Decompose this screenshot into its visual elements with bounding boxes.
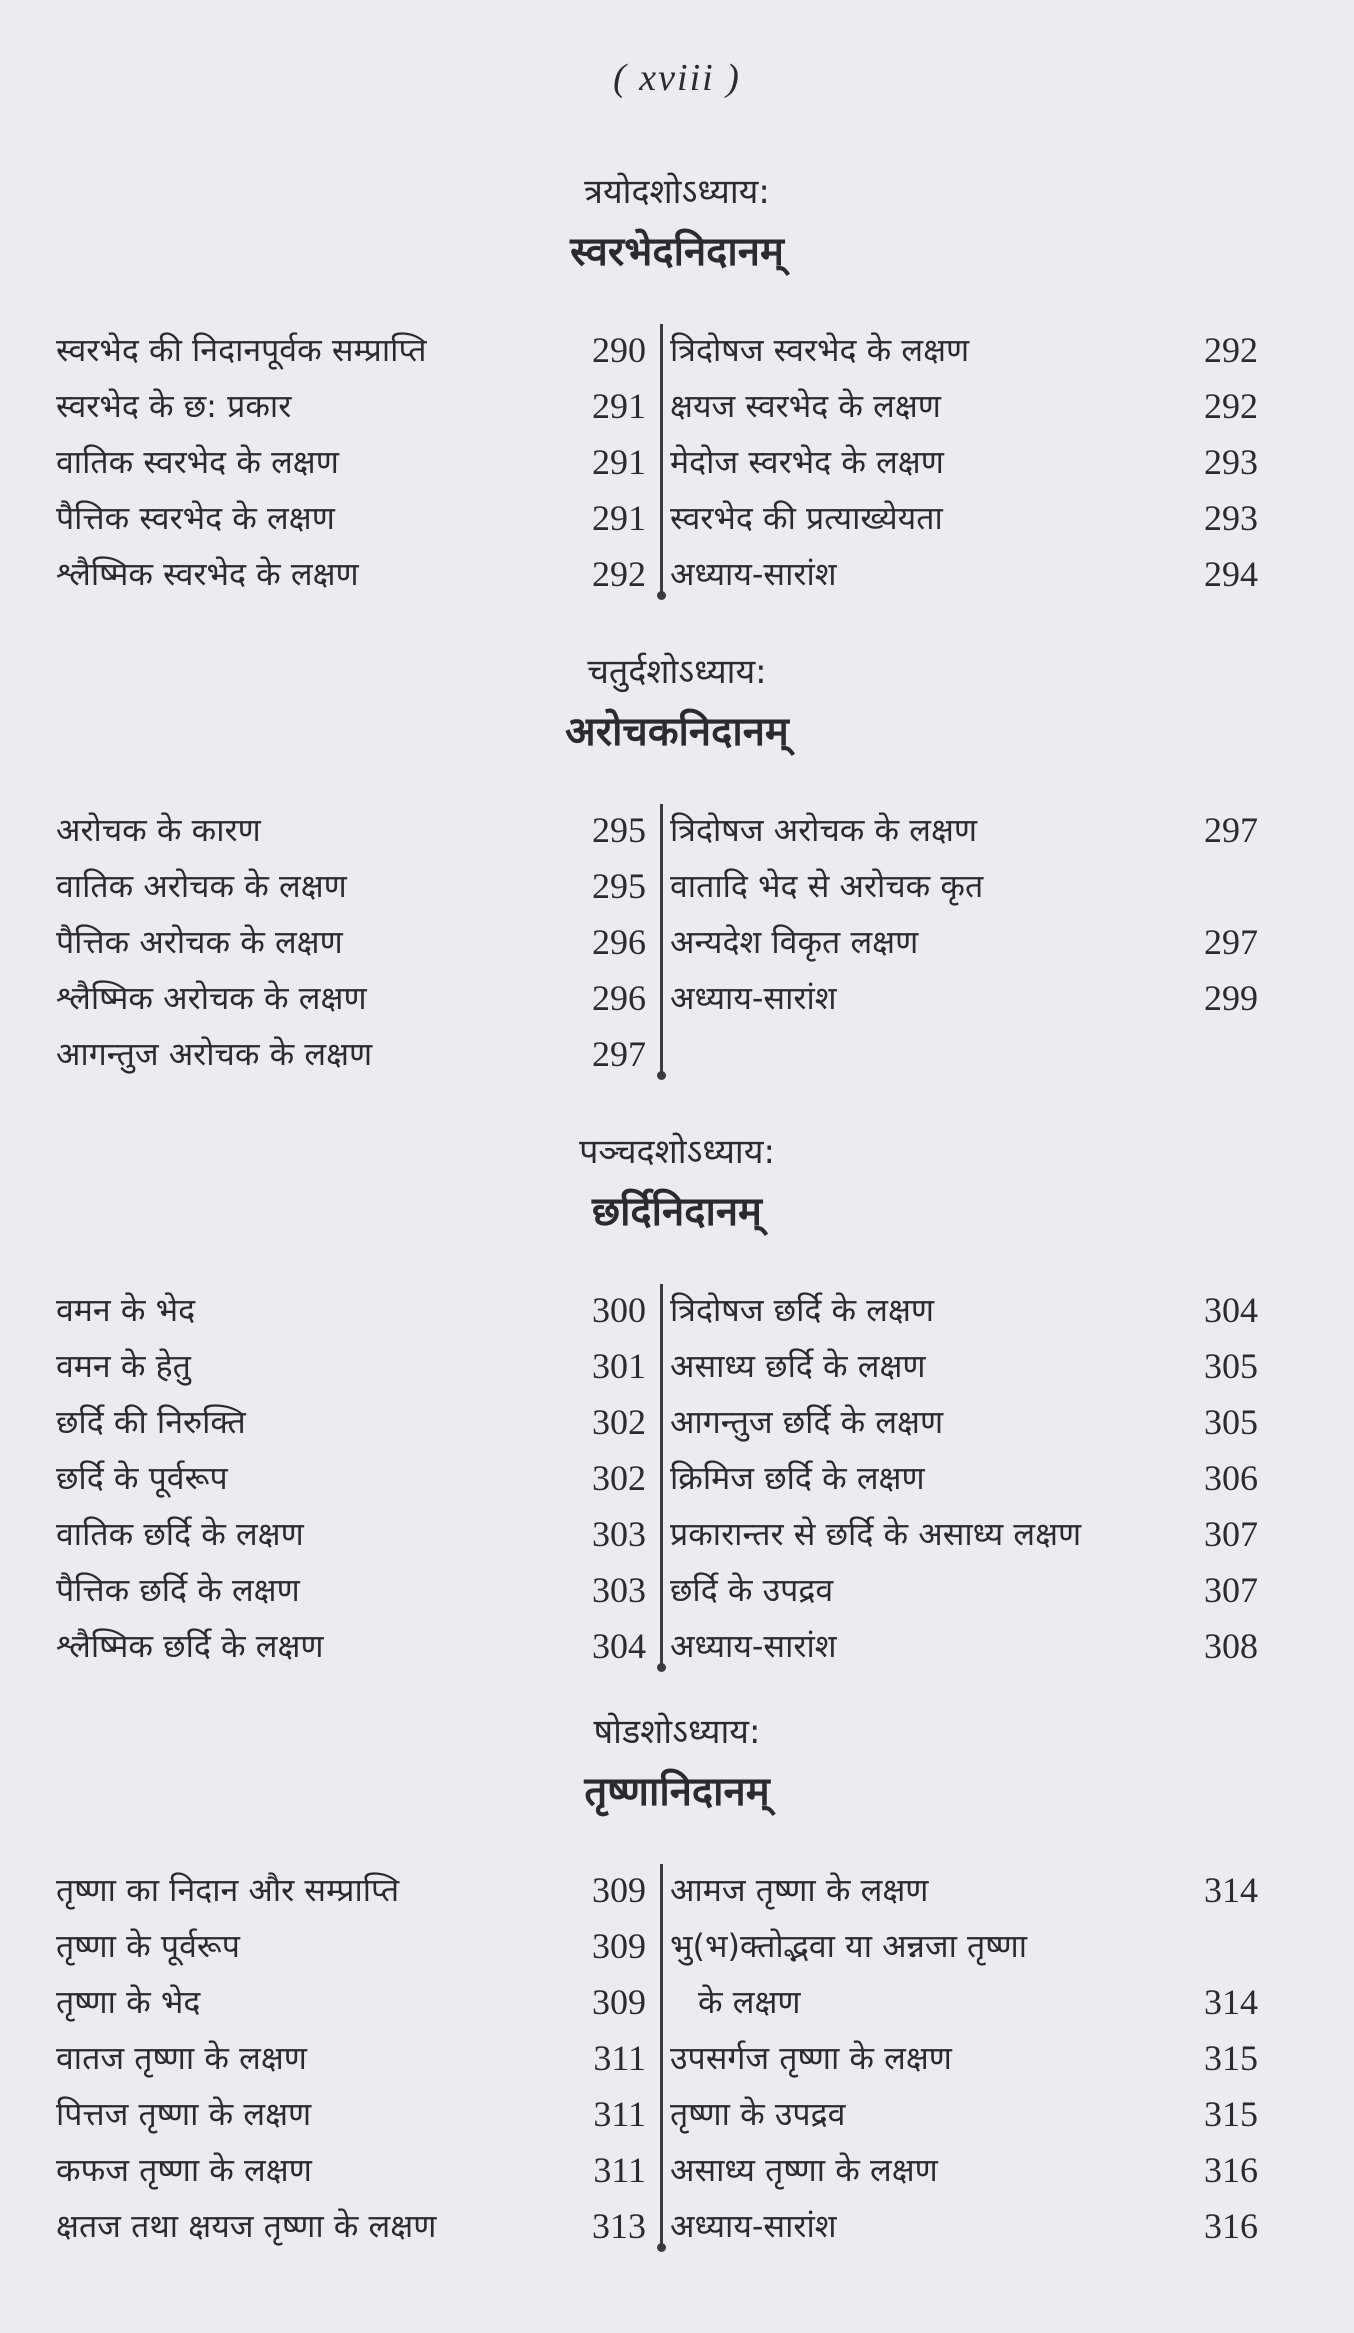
- entry-page-number: 309: [592, 1982, 646, 2022]
- contents-entry: [56, 2086, 652, 2142]
- chapter-title: तृष्णानिदानम्: [584, 1769, 770, 1815]
- entry-title: त्रिदोषज अरोचक के लक्षण: [670, 811, 978, 849]
- entry-page-number: 295: [592, 866, 646, 906]
- contents-entry: [56, 378, 652, 434]
- contents-entry: [56, 1338, 652, 1394]
- contents-column-left: [56, 1282, 652, 1674]
- entry-title: अध्याय-सारांश: [670, 555, 837, 593]
- entry-page-number: 303: [592, 1570, 646, 1610]
- entry-title: आगन्तुज अरोचक के लक्षण: [56, 1035, 373, 1073]
- entry-page-number: 314: [1204, 1870, 1258, 1910]
- chapter-section: [0, 1708, 1354, 2254]
- contents-column-right: [670, 1282, 1266, 1674]
- contents-entry: [56, 490, 652, 546]
- entry-title: स्वरभेद के छ: प्रकार: [56, 387, 292, 425]
- entry-page-number: 296: [592, 922, 646, 962]
- entry-page-number: 307: [1204, 1514, 1258, 1554]
- entry-title: छर्दि के उपद्रव: [670, 1571, 834, 1609]
- contents-entry: [670, 1450, 1266, 1506]
- contents-entry: [670, 1618, 1266, 1674]
- contents-entry: [670, 802, 1266, 858]
- entry-title: श्लैष्मिक स्वरभेद के लक्षण: [56, 555, 359, 593]
- entry-title: वातिक अरोचक के लक्षण: [56, 867, 347, 905]
- entry-title: अध्याय-सारांश: [670, 1627, 837, 1665]
- entry-title: श्लैष्मिक अरोचक के लक्षण: [56, 979, 367, 1017]
- entry-title: असाध्य तृष्णा के लक्षण: [670, 2151, 938, 2189]
- chapter-section: [0, 168, 1354, 602]
- chapter-label: षोडशोऽध्याय:: [593, 1712, 761, 1752]
- entry-title: आगन्तुज छर्दि के लक्षण: [670, 1403, 944, 1441]
- entry-title: छर्दि के पूर्वरूप: [56, 1459, 228, 1497]
- column-divider: [660, 804, 663, 1076]
- contents-entry: [670, 970, 1266, 1026]
- contents-entry: [670, 1918, 1266, 1974]
- contents-entry: [56, 546, 652, 602]
- entry-page-number: 315: [1204, 2038, 1258, 2078]
- entry-page-number: 313: [592, 2206, 646, 2246]
- contents-entry: [56, 858, 652, 914]
- entry-page-number: 311: [593, 2094, 646, 2134]
- entry-title: अध्याय-सारांश: [670, 2207, 837, 2245]
- contents-column-right: [670, 322, 1266, 602]
- contents-entry: [56, 914, 652, 970]
- chapter-section: [0, 648, 1354, 1082]
- entry-page-number: 290: [592, 330, 646, 370]
- entry-page-number: 309: [592, 1870, 646, 1910]
- entry-title: वातिक छर्दि के लक्षण: [56, 1515, 304, 1553]
- entry-page-number: 291: [592, 498, 646, 538]
- contents-entry: [670, 434, 1266, 490]
- contents-entry: [56, 1450, 652, 1506]
- contents-entry: [56, 1506, 652, 1562]
- entry-title: वातादि भेद से अरोचक कृत: [670, 867, 984, 905]
- contents-entry: [670, 1506, 1266, 1562]
- contents-entry: [56, 1026, 652, 1082]
- entry-page-number: 314: [1204, 1982, 1258, 2022]
- chapter-title: छर्दिनिदानम्: [592, 1189, 762, 1235]
- contents-columns: [0, 1862, 1354, 2254]
- chapter-label: चतुर्दशोऽध्याय:: [587, 652, 767, 692]
- entry-title: वातिक स्वरभेद के लक्षण: [56, 443, 339, 481]
- chapter-label: त्रयोदशोऽध्याय:: [584, 172, 770, 212]
- entry-page-number: 305: [1204, 1346, 1258, 1386]
- entry-title: तृष्णा के उपद्रव: [670, 2095, 846, 2133]
- entry-title: पैत्तिक छर्दि के लक्षण: [56, 1571, 300, 1609]
- contents-entry: [56, 434, 652, 490]
- chapter-section: [0, 1128, 1354, 1674]
- entry-page-number: 292: [1204, 386, 1258, 426]
- entry-title: तृष्णा के भेद: [56, 1983, 201, 2021]
- entry-page-number: 301: [592, 1346, 646, 1386]
- entry-title: उपसर्गज तृष्णा के लक्षण: [670, 2039, 952, 2077]
- contents-column-right: [670, 1862, 1266, 2254]
- entry-page-number: 297: [1204, 922, 1258, 962]
- entry-title: के लक्षण: [698, 1983, 801, 2021]
- contents-entry: [56, 1862, 652, 1918]
- entry-page-number: 304: [592, 1626, 646, 1666]
- contents-entry: [670, 858, 1266, 914]
- contents-entry: [56, 1562, 652, 1618]
- entry-title: क्षतज तथा क्षयज तृष्णा के लक्षण: [56, 2207, 437, 2245]
- contents-entry: [670, 1974, 1266, 2030]
- entry-title: वातज तृष्णा के लक्षण: [56, 2039, 307, 2077]
- entry-title: असाध्य छर्दि के लक्षण: [670, 1347, 926, 1385]
- contents-entry: [670, 1394, 1266, 1450]
- entry-page-number: 294: [1204, 554, 1258, 594]
- entry-page-number: 316: [1204, 2206, 1258, 2246]
- contents-entry: [56, 1282, 652, 1338]
- contents-entry: [670, 1338, 1266, 1394]
- entry-title: अरोचक के कारण: [56, 811, 261, 849]
- contents-entry: [670, 1282, 1266, 1338]
- entry-title: पित्तज तृष्णा के लक्षण: [56, 2095, 312, 2133]
- entry-page-number: 309: [592, 1926, 646, 1966]
- entry-title: वमन के हेतु: [56, 1347, 191, 1385]
- column-divider: [660, 1284, 663, 1668]
- contents-entry: [56, 1394, 652, 1450]
- contents-entry: [56, 970, 652, 1026]
- chapter-title: अरोचकनिदानम्: [565, 709, 789, 755]
- entry-title: मेदोज स्वरभेद के लक्षण: [670, 443, 944, 481]
- contents-column-left: [56, 802, 652, 1082]
- contents-column-left: [56, 322, 652, 602]
- entry-page-number: 300: [592, 1290, 646, 1330]
- contents-entry: [670, 490, 1266, 546]
- entry-title: छर्दि की निरुक्ति: [56, 1403, 246, 1441]
- entry-page-number: 292: [592, 554, 646, 594]
- entry-page-number: 303: [592, 1514, 646, 1554]
- contents-entry: [670, 378, 1266, 434]
- entry-title: त्रिदोषज स्वरभेद के लक्षण: [670, 331, 970, 369]
- entry-page-number: 302: [592, 1458, 646, 1498]
- chapter-title: स्वरभेदनिदानम्: [570, 229, 784, 275]
- contents-entry: [56, 1918, 652, 1974]
- contents-entry: [670, 914, 1266, 970]
- entry-title: स्वरभेद की निदानपूर्वक सम्प्राप्ति: [56, 331, 427, 369]
- contents-columns: [0, 1282, 1354, 1674]
- entry-title: वमन के भेद: [56, 1291, 196, 1329]
- entry-title: कफज तृष्णा के लक्षण: [56, 2151, 312, 2189]
- entry-page-number: 302: [592, 1402, 646, 1442]
- entry-title: तृष्णा के पूर्वरूप: [56, 1927, 240, 1965]
- contents-entry: [56, 2198, 652, 2254]
- entry-title: श्लैष्मिक छर्दि के लक्षण: [56, 1627, 324, 1665]
- entry-title: पैत्तिक अरोचक के लक्षण: [56, 923, 343, 961]
- contents-entry: [670, 1562, 1266, 1618]
- entry-title: क्षयज स्वरभेद के लक्षण: [670, 387, 941, 425]
- entry-page-number: 304: [1204, 1290, 1258, 1330]
- entry-page-number: 293: [1204, 442, 1258, 482]
- entry-title: तृष्णा का निदान और सम्प्राप्ति: [56, 1871, 400, 1909]
- column-divider: [660, 1864, 663, 2248]
- contents-entry: [56, 2030, 652, 2086]
- entry-title: पैत्तिक स्वरभेद के लक्षण: [56, 499, 335, 537]
- entry-title: आमज तृष्णा के लक्षण: [670, 1871, 929, 1909]
- entry-title: क्रिमिज छर्दि के लक्षण: [670, 1459, 925, 1497]
- column-divider: [660, 324, 663, 596]
- contents-entry: [670, 1862, 1266, 1918]
- page-number: ( xviii ): [613, 57, 741, 99]
- entry-page-number: 307: [1204, 1570, 1258, 1610]
- contents-entry: [56, 2142, 652, 2198]
- contents-column-right: [670, 802, 1266, 1026]
- entry-page-number: 292: [1204, 330, 1258, 370]
- entry-page-number: 291: [592, 442, 646, 482]
- contents-entry: [56, 1618, 652, 1674]
- entry-page-number: 311: [593, 2038, 646, 2078]
- entry-page-number: 311: [593, 2150, 646, 2190]
- entry-page-number: 305: [1204, 1402, 1258, 1442]
- contents-entry: [670, 2086, 1266, 2142]
- entry-title: अध्याय-सारांश: [670, 979, 837, 1017]
- entry-page-number: 299: [1204, 978, 1258, 1018]
- entry-title: स्वरभेद की प्रत्याख्येयता: [670, 499, 943, 537]
- chapter-label: पञ्चदशोऽध्याय:: [579, 1132, 775, 1172]
- contents-entry: [56, 322, 652, 378]
- entry-page-number: 296: [592, 978, 646, 1018]
- contents-entry: [670, 2142, 1266, 2198]
- entry-title: प्रकारान्तर से छर्दि के असाध्य लक्षण: [670, 1515, 1082, 1553]
- entry-page-number: 295: [592, 810, 646, 850]
- contents-entry: [56, 1974, 652, 2030]
- contents-entry: [670, 2198, 1266, 2254]
- contents-columns: [0, 802, 1354, 1082]
- contents-entry: [670, 2030, 1266, 2086]
- contents-column-left: [56, 1862, 652, 2254]
- entry-page-number: 293: [1204, 498, 1258, 538]
- entry-title: भु(भ)क्तोद्भवा या अन्नजा तृष्णा: [670, 1927, 1028, 1965]
- entry-page-number: 315: [1204, 2094, 1258, 2134]
- entry-page-number: 297: [592, 1034, 646, 1074]
- entry-title: त्रिदोषज छर्दि के लक्षण: [670, 1291, 935, 1329]
- entry-page-number: 316: [1204, 2150, 1258, 2190]
- entry-page-number: 291: [592, 386, 646, 426]
- contents-columns: [0, 322, 1354, 602]
- entry-page-number: 297: [1204, 810, 1258, 850]
- contents-entry: [670, 546, 1266, 602]
- contents-entry: [670, 322, 1266, 378]
- entry-page-number: 308: [1204, 1626, 1258, 1666]
- entry-page-number: 306: [1204, 1458, 1258, 1498]
- entry-title: अन्यदेश विकृत लक्षण: [670, 923, 919, 961]
- contents-entry: [56, 802, 652, 858]
